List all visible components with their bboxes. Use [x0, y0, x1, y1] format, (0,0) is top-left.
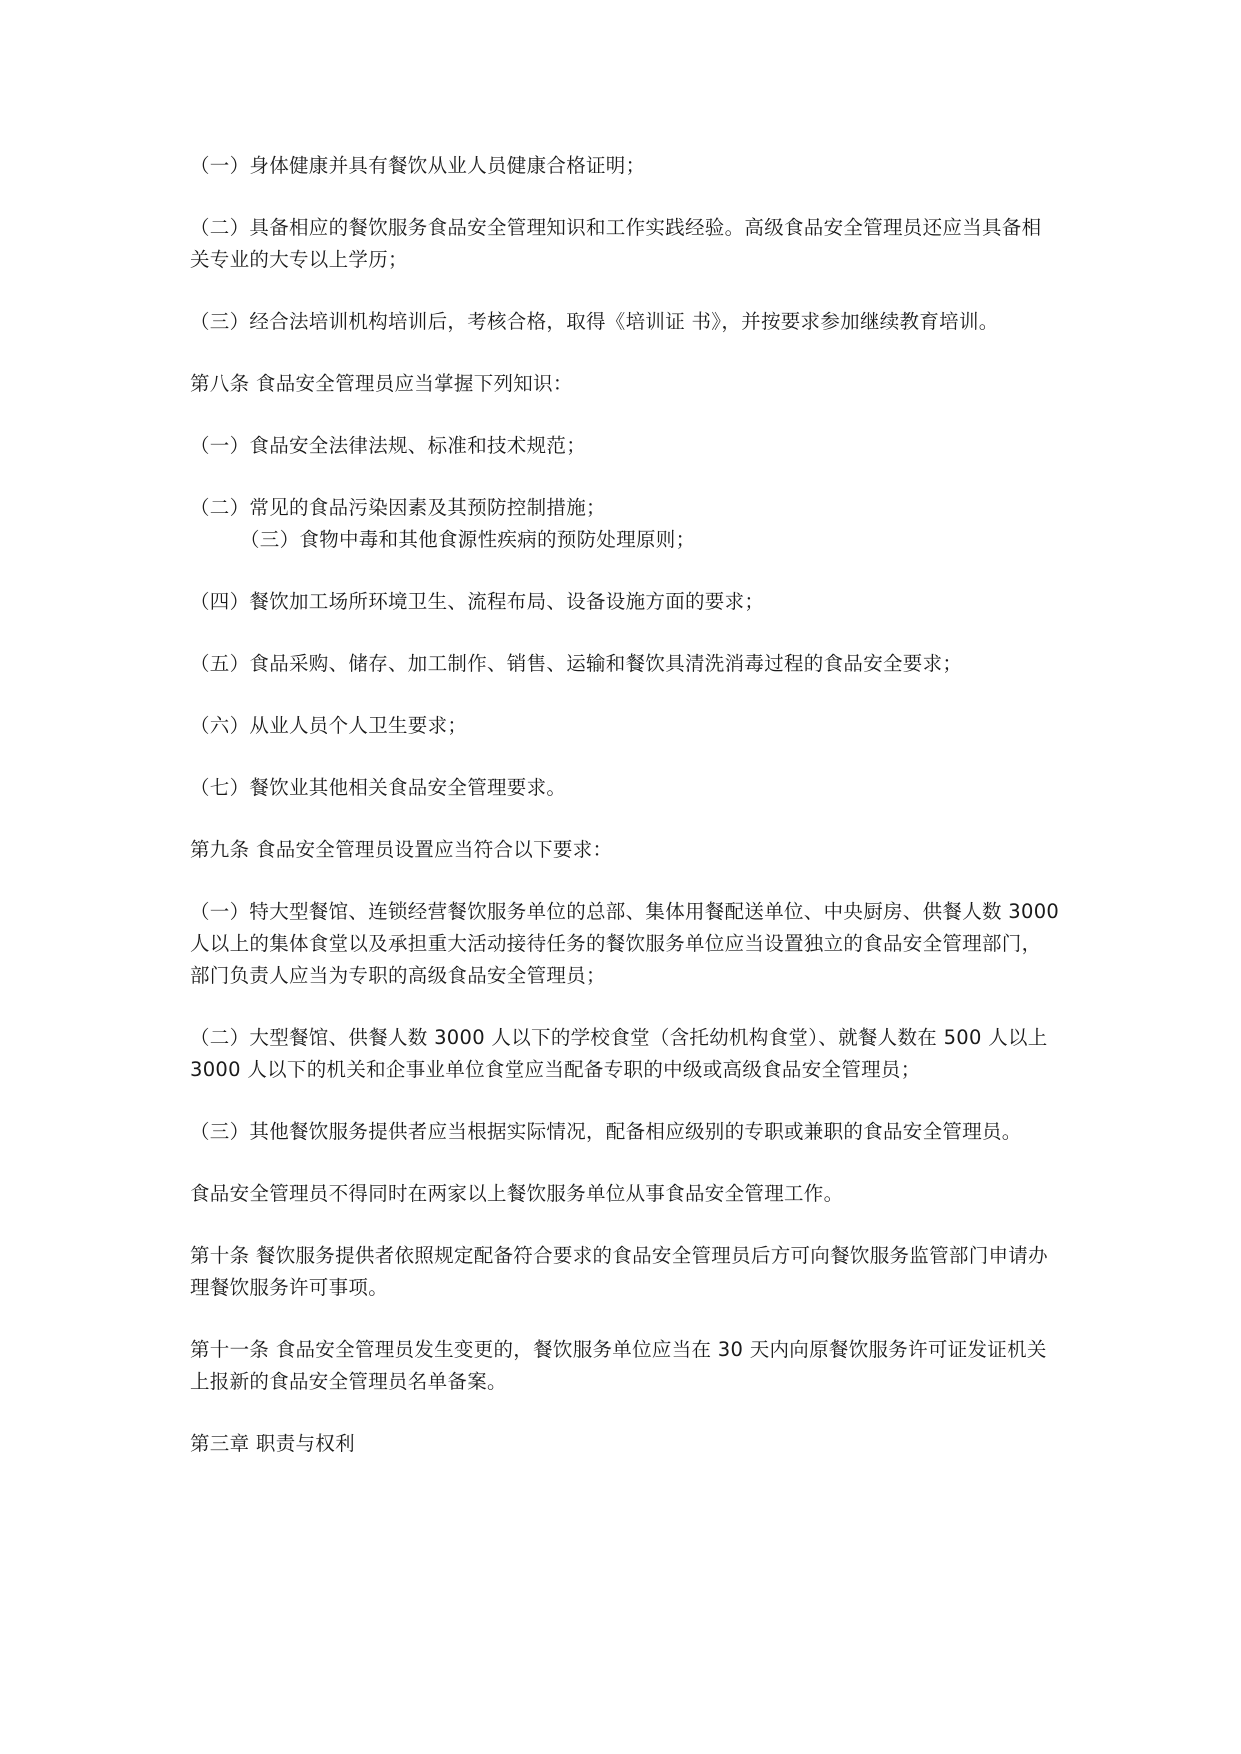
knowledge-item-2: （二）常见的食品污染因素及其预防控制措施； — [190, 496, 606, 519]
knowledge-item-3: （三）食物中毒和其他食源性疾病的预防处理原则； — [240, 528, 696, 551]
setup-item-3: （三）其他餐饮服务提供者应当根据实际情况，配备相应级别的专职或兼职的食品安全管理员。 — [190, 1120, 1022, 1143]
setup-item-1: （一）特大型餐馆、连锁经营餐饮服务单位的总部、集体用餐配送单位、中央厨房、供餐人数 3000 人以上的集体食堂以及承担重大活动接待任务的餐饮服务单位应当设置独立的食品安全管理部门，部门负责人应当为专职的高级食品安全管理员； — [190, 900, 1060, 987]
paragraph-knowledge-experience: （二）具备相应的餐饮服务食品安全管理知识和工作实践经验。高级食品安全管理员还应当具备相关专业的大专以上学历； — [190, 216, 1042, 271]
knowledge-item-1: （一）食品安全法律法规、标准和技术规范； — [190, 434, 587, 457]
paragraph-single-unit-rule: 食品安全管理员不得同时在两家以上餐饮服务单位从事食品安全管理工作。 — [190, 1182, 844, 1205]
knowledge-item-4: （四）餐饮加工场所环境卫生、流程布局、设备设施方面的要求； — [190, 590, 765, 613]
paragraph-health-requirement: （一）身体健康并具有餐饮从业人员健康合格证明； — [190, 154, 646, 177]
knowledge-item-7: （七）餐饮业其他相关食品安全管理要求。 — [190, 776, 567, 799]
article-8-heading: 第八条 食品安全管理员应当掌握下列知识： — [190, 372, 573, 395]
knowledge-item-6: （六）从业人员个人卫生要求； — [190, 714, 468, 737]
knowledge-item-5: （五）食品采购、储存、加工制作、销售、运输和餐饮具清洗消毒过程的食品安全要求； — [190, 652, 963, 675]
setup-item-2: （二）大型餐馆、供餐人数 3000 人以下的学校食堂（含托幼机构食堂）、就餐人数在 500 人以上 3000 人以下的机关和企事业单位食堂应当配备专职的中级或高级食品安全管理员； — [190, 1026, 1048, 1081]
document-page — [190, 150, 1060, 1490]
article-10: 第十条 餐饮服务提供者依照规定配备符合要求的食品安全管理员后方可向餐饮服务监管部门申请办理餐饮服务许可事项。 — [190, 1244, 1048, 1299]
article-9-heading: 第九条 食品安全管理员设置应当符合以下要求： — [190, 838, 613, 861]
article-11: 第十一条 食品安全管理员发生变更的，餐饮服务单位应当在 30 天内向原餐饮服务许可证发证机关上报新的食品安全管理员名单备案。 — [190, 1338, 1047, 1393]
chapter-3-heading: 第三章 职责与权利 — [190, 1432, 355, 1455]
paragraph-training: （三）经合法培训机构培训后，考核合格，取得《培训证 书》，并按要求参加继续教育培训。 — [190, 310, 999, 333]
